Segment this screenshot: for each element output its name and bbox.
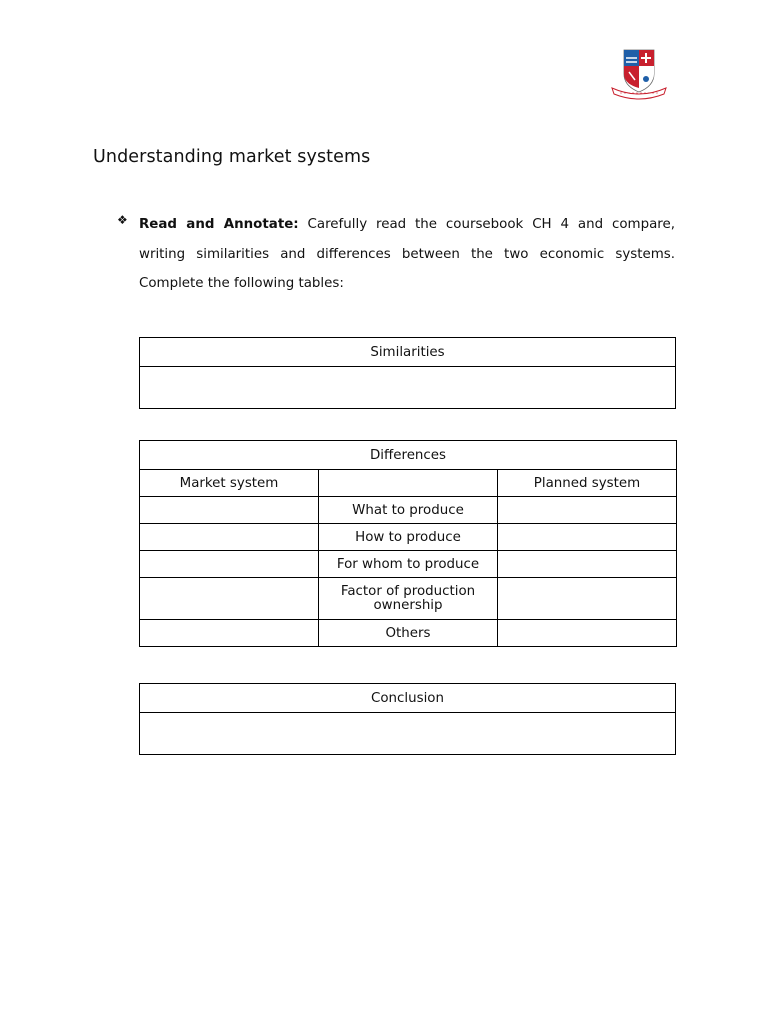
planned-answer-cell[interactable] [498,620,677,647]
market-answer-cell[interactable] [140,620,319,647]
market-answer-cell[interactable] [140,551,319,578]
similarities-heading: Similarities [140,338,676,367]
page-title: Understanding market systems [93,147,371,167]
planned-answer-cell[interactable] [498,524,677,551]
conclusion-answer-cell[interactable] [140,713,676,755]
market-system-header: Market system [140,470,319,497]
conclusion-heading: Conclusion [140,684,676,713]
market-answer-cell[interactable] [140,497,319,524]
criterion-label: For whom to produce [319,551,498,578]
instructions-lead: Read and Annotate: [139,217,299,232]
market-answer-cell[interactable] [140,578,319,620]
instructions-body: Carefully read the coursebook CH 4 and compare, writing similarities and differences between the two economic systems. Complete the following tables: [139,217,675,291]
planned-answer-cell[interactable] [498,497,677,524]
similarities-table [139,337,676,409]
school-crest-logo [610,48,668,100]
bullet-icon: ❖ [117,213,128,227]
differences-table [139,440,677,647]
instructions [117,210,675,299]
criterion-label: Factor of production ownership [319,578,498,620]
market-answer-cell[interactable] [140,524,319,551]
similarities-answer-cell[interactable] [140,367,676,409]
criterion-label: Others [319,620,498,647]
conclusion-table [139,683,676,755]
differences-heading: Differences [140,441,677,470]
planned-answer-cell[interactable] [498,578,677,620]
criterion-label: How to produce [319,524,498,551]
instructions-text [139,210,675,299]
planned-system-header: Planned system [498,470,677,497]
criterion-label: What to produce [319,497,498,524]
criteria-header [319,470,498,497]
planned-answer-cell[interactable] [498,551,677,578]
